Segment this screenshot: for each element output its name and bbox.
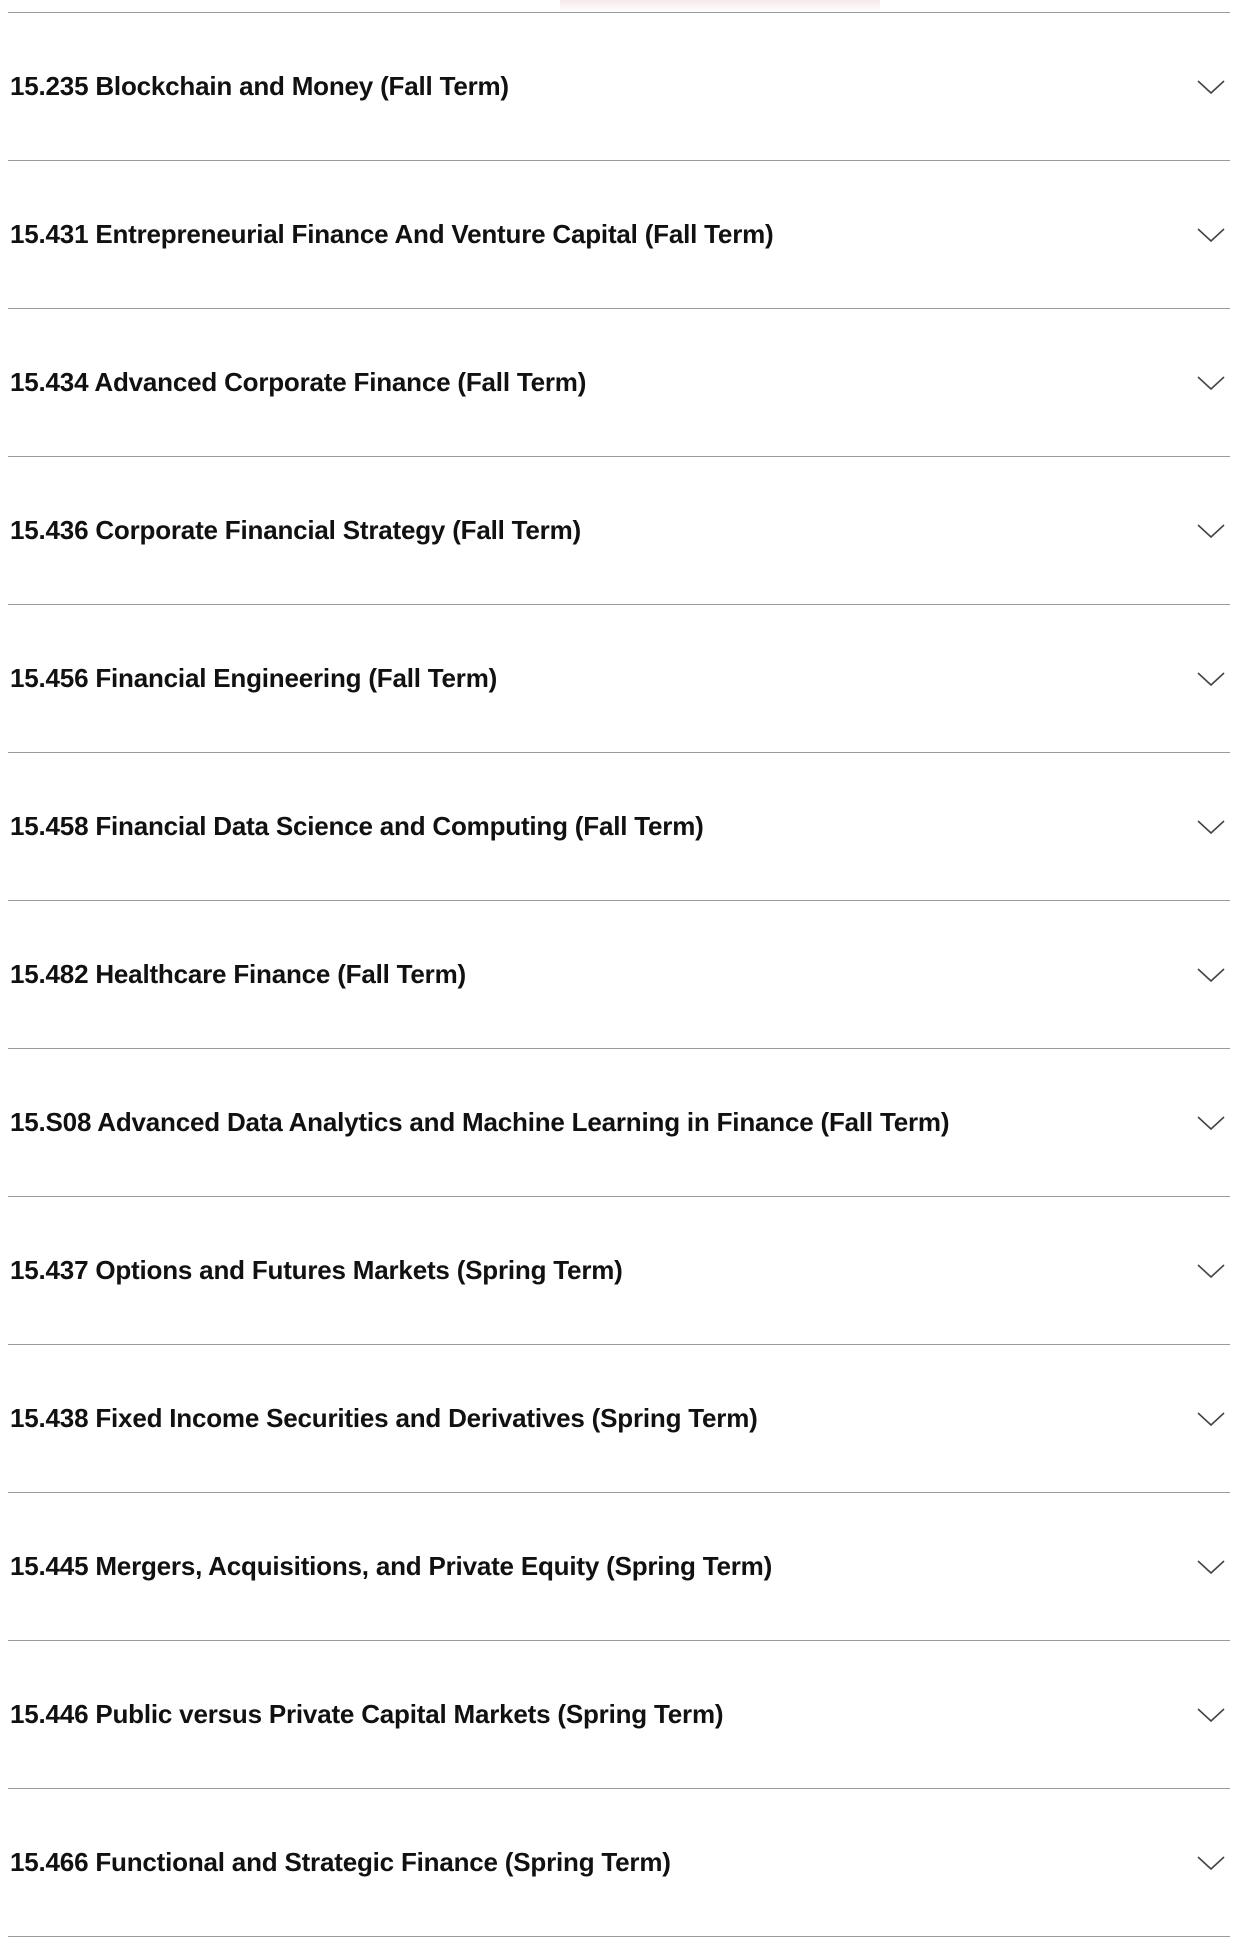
chevron-down-icon[interactable] [1196,226,1226,244]
chevron-down-icon[interactable] [1196,966,1226,984]
accordion-item-title: 15.S08 Advanced Data Analytics and Machine Learning in Finance (Fall Term) [10,1107,950,1137]
accordion-item-title: 15.445 Mergers, Acquisitions, and Private Equity (Spring Term) [10,1551,773,1581]
chevron-down-icon[interactable] [1196,1262,1226,1280]
accordion-item-15-446[interactable] [8,1640,1230,1788]
accordion-item-title: 15.466 Functional and Strategic Finance (Spring Term) [10,1847,671,1877]
accordion-item-title: 15.431 Entrepreneurial Finance And Venture Capital (Fall Term) [10,219,774,249]
course-accordion [8,12,1230,1937]
chevron-down-icon[interactable] [1196,1558,1226,1576]
accordion-item-title: 15.235 Blockchain and Money (Fall Term) [10,71,509,101]
accordion-item-15-436[interactable] [8,456,1230,604]
accordion-item-title: 15.458 Financial Data Science and Computing (Fall Term) [10,811,704,841]
accordion-item-15-482[interactable] [8,900,1230,1048]
chevron-down-icon[interactable] [1196,78,1226,96]
chevron-down-icon[interactable] [1196,1854,1226,1872]
accordion-item-15-456[interactable] [8,604,1230,752]
chevron-down-icon[interactable] [1196,522,1226,540]
accordion-item-15-466[interactable] [8,1788,1230,1937]
accordion-item-15-437[interactable] [8,1196,1230,1344]
top-fade-decoration [560,0,880,12]
accordion-item-title: 15.446 Public versus Private Capital Markets (Spring Term) [10,1699,724,1729]
accordion-item-title: 15.437 Options and Futures Markets (Spring Term) [10,1255,623,1285]
chevron-down-icon[interactable] [1196,374,1226,392]
chevron-down-icon[interactable] [1196,1410,1226,1428]
accordion-item-15-235[interactable] [8,12,1230,160]
accordion-item-15-438[interactable] [8,1344,1230,1492]
accordion-item-15-431[interactable] [8,160,1230,308]
accordion-item-title: 15.436 Corporate Financial Strategy (Fall Term) [10,515,581,545]
accordion-item-15-458[interactable] [8,752,1230,900]
chevron-down-icon[interactable] [1196,1706,1226,1724]
accordion-item-title: 15.482 Healthcare Finance (Fall Term) [10,959,466,989]
accordion-item-title: 15.434 Advanced Corporate Finance (Fall Term) [10,367,587,397]
chevron-down-icon[interactable] [1196,1114,1226,1132]
accordion-item-15-434[interactable] [8,308,1230,456]
accordion-item-title: 15.456 Financial Engineering (Fall Term) [10,663,498,693]
accordion-item-15-s08[interactable] [8,1048,1230,1196]
chevron-down-icon[interactable] [1196,818,1226,836]
chevron-down-icon[interactable] [1196,670,1226,688]
accordion-item-title: 15.438 Fixed Income Securities and Derivatives (Spring Term) [10,1403,758,1433]
accordion-item-15-445[interactable] [8,1492,1230,1640]
